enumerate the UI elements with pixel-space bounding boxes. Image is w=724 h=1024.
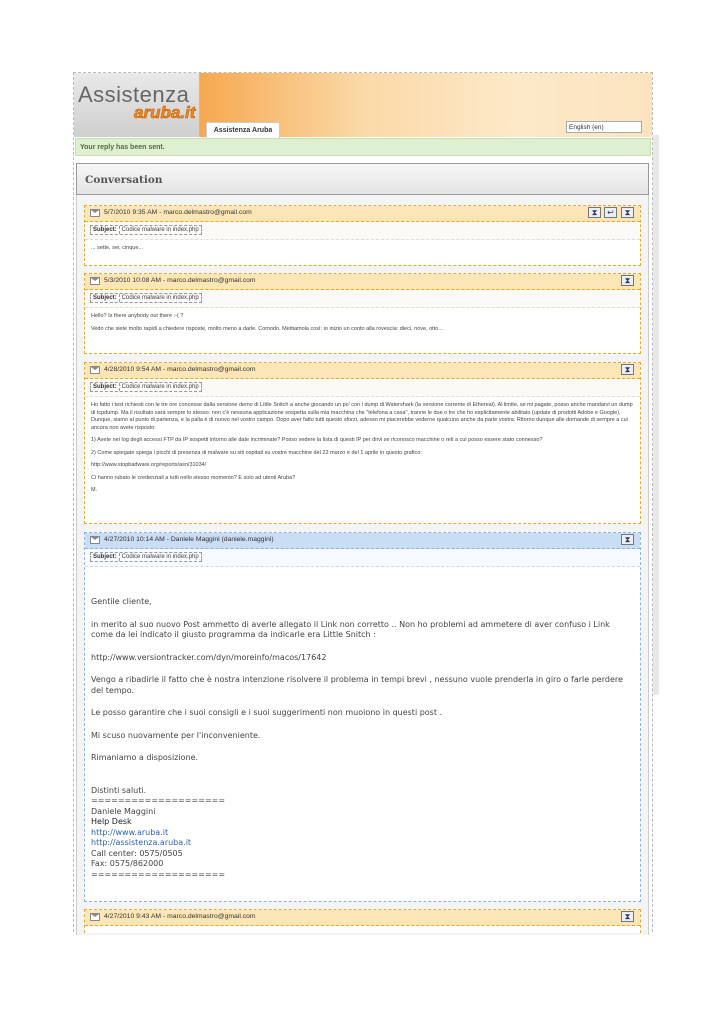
expand-icon[interactable]: ⧗ bbox=[621, 207, 634, 218]
subject-row bbox=[85, 222, 640, 240]
page-title: Conversation bbox=[85, 174, 163, 186]
message-link[interactable]: http://www.versiontracker.com/dyn/moreinfo/macos/17642 bbox=[91, 652, 327, 662]
message-meta: 4/28/2010 9:54 AM - marco.delmastro@gmail.com bbox=[104, 366, 256, 373]
scroll-track[interactable] bbox=[653, 135, 659, 695]
message-item bbox=[84, 532, 641, 902]
success-notice: Your reply has been sent. bbox=[75, 138, 651, 156]
message-paragraph: 2) Come spiegate spiega i picchi di presenza di malware su siti ospitati su vostre macchine del 22 marzo e del 1 aprile in questo grafico: bbox=[91, 449, 422, 456]
message-item bbox=[84, 205, 641, 266]
subject-label: Subject: bbox=[91, 553, 120, 561]
message-item bbox=[84, 362, 641, 524]
message-item bbox=[84, 273, 641, 354]
subject-value: Codice malware in index.php bbox=[121, 227, 199, 233]
message-meta: 4/27/2010 9:43 AM - marco.delmastro@gmail.com bbox=[104, 913, 256, 920]
language-select[interactable]: English (en) bbox=[566, 121, 642, 133]
message-body bbox=[85, 240, 640, 263]
logo-text: Assistenza bbox=[78, 82, 190, 107]
signature-separator: ==================== bbox=[91, 796, 226, 805]
message-body bbox=[85, 397, 640, 505]
message-paragraph: Hello? Is there anybody out there :-( ? bbox=[91, 313, 184, 319]
subject-row bbox=[85, 549, 640, 567]
message-meta: 5/3/2010 10:08 AM - marco.delmastro@gmail.com bbox=[104, 277, 256, 284]
message-paragraph: Ci hanno rubato le credenziali a tutti nello stesso momento? E solo ad utenti Aruba? bbox=[91, 474, 296, 481]
message-body bbox=[85, 567, 640, 886]
navbar bbox=[74, 119, 652, 137]
message-paragraph: Gentile cliente, bbox=[91, 597, 152, 606]
message-paragraph: Vengo a ribadirle il fatto che è nostra intenzione risolvere il problema in tempi brevi , nessuno vuole prenderla in giro o farle perdere del tempo. bbox=[91, 675, 623, 695]
signature bbox=[91, 786, 634, 881]
signature-greeting: Distinti saluti. bbox=[91, 785, 147, 795]
message-paragraph: ... sette, sei, cinque... bbox=[91, 245, 143, 251]
expand-icon[interactable]: ⧗ bbox=[621, 911, 634, 922]
reply-icon[interactable]: ↩ bbox=[604, 207, 617, 218]
subject-box bbox=[90, 382, 202, 392]
message-body bbox=[85, 308, 640, 343]
envelope-icon bbox=[90, 913, 100, 921]
message-item bbox=[84, 909, 641, 933]
collapse-icon[interactable]: ⧗ bbox=[588, 207, 601, 218]
subject-label: Subject: bbox=[91, 383, 120, 391]
signature-name: Daniele Maggini bbox=[91, 806, 156, 816]
message-paragraph: M. bbox=[91, 487, 98, 493]
subject-label: Subject: bbox=[91, 294, 120, 302]
message-header bbox=[85, 274, 640, 290]
message-header bbox=[85, 910, 640, 926]
message-paragraph: Rimaniamo a disposizione. bbox=[91, 753, 199, 762]
subject-box bbox=[90, 552, 202, 562]
subject-value: Codice malware in index.php bbox=[121, 295, 199, 301]
subject-box bbox=[90, 293, 202, 303]
message-paragraph: Ho fatto i test richiesti con le tre ore concesse dalla versione demo di Little Snitch a anche giocando un po' con i dump di Watershark (la versione corrente di Ethereal). Al limite, se mi pagate, posso anche mandarvi un dump di tcpdump. Ma il risultato sarà sempre lo stesso: non c'è nessuna applicazione sospetta sulla mia macchina che "telefona a casa", tranne le due o tre che ho esplicitamente abilitato (update di prodotti Adobe e Google). Dunque, siamo al punto di partenza, e la palla è di nuovo nel vostro campo. Dopo aver fatto tutti questo sforzi, adesso mi piacerebbe vederne qualcuno anche da parte vostra. Ritorno dunque alle domande di sempre a cui ancora non avete risposto: bbox=[91, 402, 633, 431]
subject-value: Codice malware in index.php bbox=[121, 554, 199, 560]
tab-assistenza-aruba[interactable]: Assistenza Aruba bbox=[206, 122, 280, 138]
subject-box bbox=[90, 225, 202, 235]
message-meta: 4/27/2010 10:14 AM - Daniele Maggini (daniele.maggini) bbox=[104, 536, 274, 543]
message-paragraph: Vedo che siete molto rapidi a chiedere risposte, molto meno a darle. Comodo. Mettiamola così: io inizio un conto alla rovescia: dieci, nove, otto... bbox=[91, 325, 443, 332]
subject-label: Subject: bbox=[91, 226, 120, 234]
signature-link-assistenza[interactable]: http://assistenza.aruba.it bbox=[91, 838, 192, 847]
envelope-icon bbox=[90, 366, 100, 374]
expand-icon[interactable]: ⧗ bbox=[621, 364, 634, 375]
signature-dept: Help Desk bbox=[91, 817, 132, 826]
message-header bbox=[85, 533, 640, 549]
envelope-icon bbox=[90, 536, 100, 544]
subject-value: Codice malware in index.php bbox=[121, 384, 199, 390]
signature-separator: ==================== bbox=[91, 869, 226, 879]
message-paragraph: Le posso garantire che i suoi consigli e i suoi suggerimenti non muoiono in questi post . bbox=[91, 708, 443, 717]
conversation-header bbox=[76, 163, 649, 195]
expand-icon[interactable]: ⧗ bbox=[621, 534, 634, 545]
message-header bbox=[85, 206, 640, 222]
signature-fax: Fax: 0575/862000 bbox=[91, 859, 164, 868]
envelope-icon bbox=[90, 209, 100, 217]
message-link[interactable]: http://www.stopbadware.org/reports/asn/31034/ bbox=[91, 462, 207, 468]
expand-icon[interactable]: ⧗ bbox=[621, 275, 634, 286]
message-paragraph: in merito al suo nuovo Post ammetto di averle allegato il Link non corretto .. Non ho problemi ad ammetere di aver confuso i Link come da lei indicato il giusto programma da indicarle era Little Snitch : bbox=[91, 619, 610, 639]
message-header bbox=[85, 363, 640, 379]
envelope-icon bbox=[90, 277, 100, 285]
subject-row bbox=[85, 290, 640, 308]
message-meta: 5/7/2010 9:35 AM - marco.delmastro@gmail.com bbox=[104, 209, 252, 216]
logo-brand: aruba.it bbox=[134, 103, 196, 122]
signature-call-center: Call center: 0575/0505 bbox=[91, 848, 183, 858]
subject-row bbox=[85, 379, 640, 397]
message-paragraph: 1) Avete nei log degli accessi FTP da IP sospetti intorno alle date incriminate? Posso vedere la lista di questi IP per dirvi se riconosco macchine o reti a cui posso essere stato connesso? bbox=[91, 437, 543, 443]
signature-link-aruba[interactable]: http://www.aruba.it bbox=[91, 827, 169, 837]
message-paragraph: Mi scuso nuovamente per l'inconveniente. bbox=[91, 730, 261, 740]
